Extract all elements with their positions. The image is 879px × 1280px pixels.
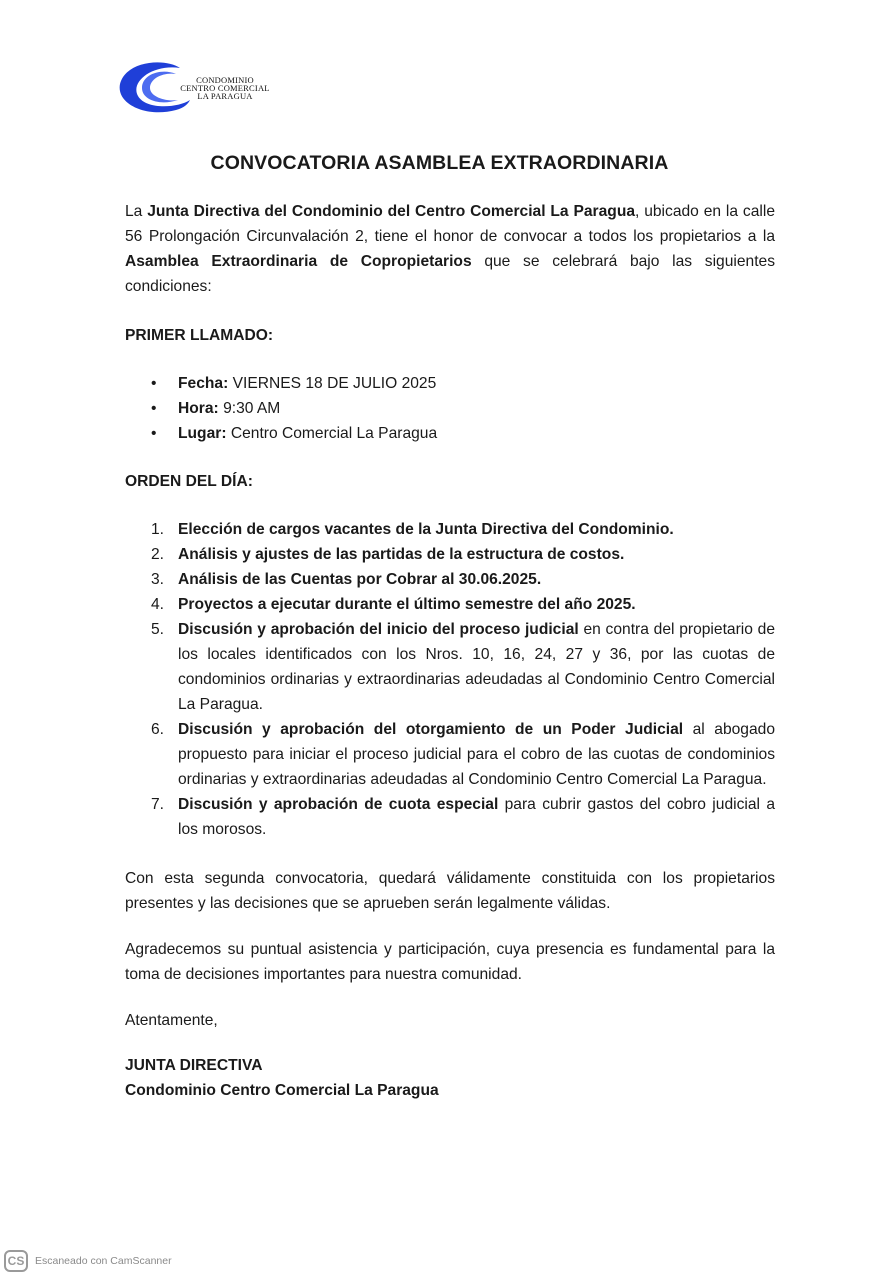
camscanner-text: Escaneado con CamScanner	[35, 1255, 172, 1267]
agenda-item	[125, 617, 775, 717]
bullet-icon: •	[151, 425, 157, 442]
bullet-icon: •	[151, 400, 157, 417]
logo-line-3: LA PARAGUA	[197, 91, 253, 101]
agenda-item-bold: Elección de cargos vacantes de la Junta Directiva del Condominio.	[178, 521, 674, 538]
agenda-item-bold: Discusión y aprobación del inicio del proceso judicial	[178, 621, 579, 638]
agenda-item-bold: Discusión y aprobación de cuota especial	[178, 796, 499, 813]
list-item	[125, 421, 775, 446]
camscanner-watermark	[4, 1247, 172, 1275]
signature-line-1: JUNTA DIRECTIVA	[125, 1057, 263, 1074]
intro-text-3: que se celebrará bajo las siguientes condiciones:	[125, 253, 775, 295]
agenda-item-number: 5.	[151, 621, 165, 638]
place-label: Lugar:	[178, 425, 227, 442]
agenda-item-bold: Análisis y ajustes de las partidas de la estructura de costos.	[178, 546, 625, 563]
logo-line-2: CENTRO COMERCIAL	[180, 83, 270, 93]
document-title: CONVOCATORIA ASAMBLEA EXTRAORDINARIA	[210, 152, 669, 174]
agenda-list	[125, 517, 775, 842]
closing-text: Atentamente,	[125, 1012, 218, 1029]
agenda-item-text: en contra del propietario de los locales identificados con los Nros. 10, 16, 24, 27 y 36, por las cuotas de condominios ordinarias y extraordinarias adeudadas al Condominio Centro Comercial La Paragua.	[178, 621, 776, 713]
intro-board-name: Junta Directiva del Condominio del Centro Comercial La Paragua	[147, 203, 636, 220]
list-item	[125, 371, 775, 396]
agenda-item	[125, 517, 775, 542]
time-label: Hora:	[178, 400, 219, 417]
camscanner-icon: CS	[4, 1250, 28, 1272]
time-value: 9:30 AM	[218, 400, 281, 417]
first-call-heading: PRIMER LLAMADO:	[125, 327, 274, 344]
agenda-item	[125, 717, 775, 792]
agenda-heading: ORDEN DEL DÍA:	[125, 473, 253, 490]
agenda-item-number: 6.	[151, 721, 165, 738]
thanks-paragraph: Agradecemos su puntual asistencia y participación, cuya presencia es fundamental para la toma de decisiones importantes para nuestra comunidad.	[125, 941, 775, 983]
bullet-icon: •	[151, 375, 157, 392]
list-item	[125, 396, 775, 421]
agenda-item-number: 2.	[151, 546, 165, 563]
agenda-item-text: al abogado propuesto para iniciar el proceso judicial para el cobro de las cuotas de condominios ordinarias y extraordinarias adeudadas al Condominio Centro Comercial La Paragua.	[178, 721, 775, 788]
signature-line-2: Condominio Centro Comercial La Paragua	[125, 1082, 439, 1099]
agenda-item-text: para cubrir gastos del cobro judicial a los morosos.	[178, 796, 775, 838]
agenda-item	[125, 592, 775, 617]
intro-text-1: La	[125, 203, 148, 220]
intro-paragraph	[125, 199, 775, 299]
logo-line-1: CONDOMINIO	[196, 75, 254, 85]
condominium-logo	[118, 60, 278, 116]
logo-text	[170, 76, 280, 100]
document-body	[125, 199, 775, 1103]
agenda-item	[125, 792, 775, 842]
place-value: Centro Comercial La Paragua	[226, 425, 438, 442]
second-call-paragraph: Con esta segunda convocatoria, quedará válidamente constituida con los propietarios presentes y las decisiones que se aprueben serán legalmente válidas.	[125, 870, 775, 912]
agenda-item	[125, 567, 775, 592]
agenda-item-bold: Análisis de las Cuentas por Cobrar al 30.06.2025.	[178, 571, 542, 588]
agenda-item	[125, 542, 775, 567]
agenda-item-bold: Discusión y aprobación del otorgamiento de un Poder Judicial	[178, 721, 684, 738]
date-label: Fecha:	[178, 375, 229, 392]
agenda-item-number: 3.	[151, 571, 165, 588]
date-value: VIERNES 18 DE JULIO 2025	[228, 375, 437, 392]
agenda-item-bold: Proyectos a ejecutar durante el último semestre del año 2025.	[178, 596, 636, 613]
agenda-item-number: 4.	[151, 596, 165, 613]
intro-assembly-name: Asamblea Extraordinaria de Copropietarios	[125, 253, 472, 270]
agenda-item-number: 1.	[151, 521, 165, 538]
first-call-list	[125, 371, 775, 446]
intro-text-2: , ubicado en la calle 56 Prolongación Circunvalación 2, tiene el honor de convocar a todos los propietarios a la	[125, 203, 775, 245]
agenda-item-number: 7.	[151, 796, 165, 813]
